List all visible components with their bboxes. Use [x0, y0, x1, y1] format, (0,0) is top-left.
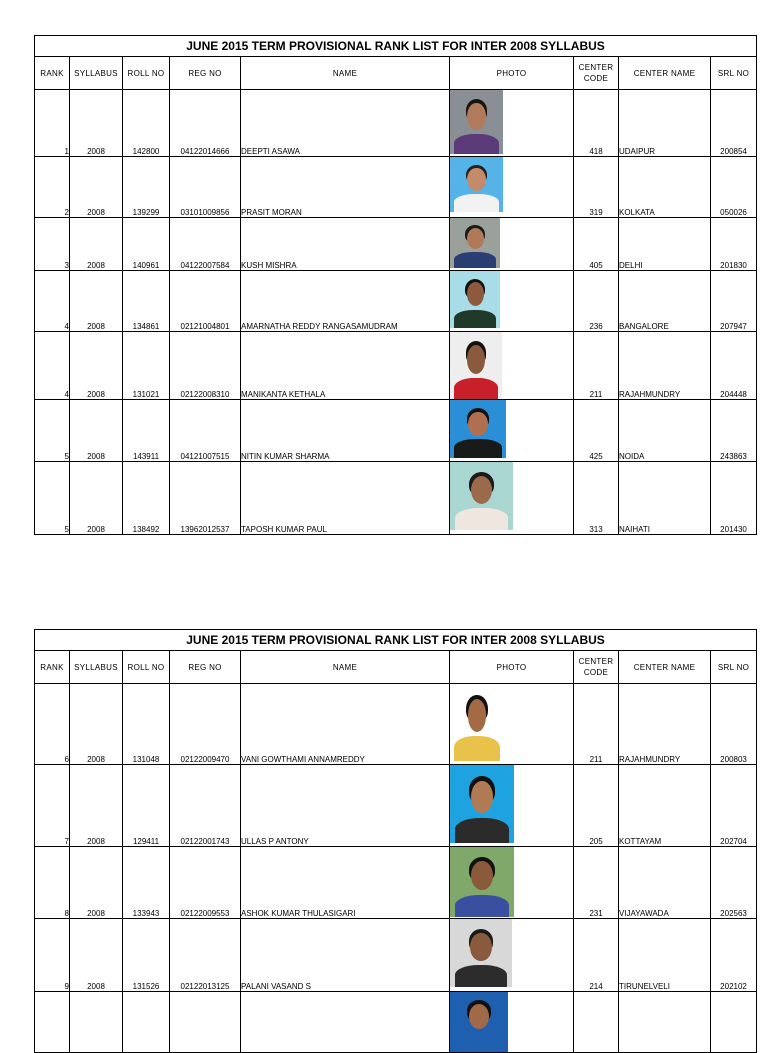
header-rank: RANK: [35, 651, 70, 684]
reg-no-cell: [170, 992, 241, 1053]
roll-no-cell: 140961: [123, 218, 170, 271]
center-code-cell: 418: [574, 90, 619, 157]
rank-cell: 1: [35, 90, 70, 157]
photo-cell: [450, 157, 574, 218]
syllabus-cell: [70, 992, 123, 1053]
header-center-code: CENTER CODE: [574, 57, 619, 90]
photo-cell: [450, 684, 574, 765]
srl-no-cell: 201430: [711, 462, 757, 535]
rank-cell: 8: [35, 847, 70, 919]
roll-no-cell: 131526: [123, 919, 170, 992]
center-name-cell: [619, 992, 711, 1053]
syllabus-cell: 2008: [70, 332, 123, 400]
syllabus-cell: 2008: [70, 90, 123, 157]
center-name-cell: NAIHATI: [619, 462, 711, 535]
table-title: JUNE 2015 TERM PROVISIONAL RANK LIST FOR INTER 2008 SYLLABUS: [35, 36, 757, 57]
center-name-cell: NOIDA: [619, 400, 711, 462]
center-code-cell: 319: [574, 157, 619, 218]
header-rank: RANK: [35, 57, 70, 90]
name-cell: DEEPTI ASAWA: [241, 90, 450, 157]
roll-no-cell: 138492: [123, 462, 170, 535]
srl-no-cell: 204448: [711, 332, 757, 400]
photo-cell: [450, 462, 574, 535]
center-name-cell: DELHI: [619, 218, 711, 271]
center-code-cell: 214: [574, 919, 619, 992]
center-name-cell: RAJAHMUNDRY: [619, 684, 711, 765]
header-name: NAME: [241, 651, 450, 684]
center-code-cell: 313: [574, 462, 619, 535]
center-code-cell: 236: [574, 271, 619, 332]
header-center-name: CENTER NAME: [619, 57, 711, 90]
roll-no-cell: 139299: [123, 157, 170, 218]
name-cell: ASHOK KUMAR THULASIGARI: [241, 847, 450, 919]
name-cell: MANIKANTA KETHALA: [241, 332, 450, 400]
syllabus-cell: 2008: [70, 157, 123, 218]
srl-no-cell: 050026: [711, 157, 757, 218]
header-center-code: CENTER CODE: [574, 651, 619, 684]
rank-cell: 3: [35, 218, 70, 271]
name-cell: TAPOSH KUMAR PAUL: [241, 462, 450, 535]
rank-cell: 7: [35, 765, 70, 847]
name-cell: PALANI VASAND S: [241, 919, 450, 992]
header-roll-no: ROLL NO: [123, 651, 170, 684]
table-row: [35, 462, 757, 535]
reg-no-cell: 03101009856: [170, 157, 241, 218]
reg-no-cell: 02122009553: [170, 847, 241, 919]
student-photo: [450, 847, 514, 917]
srl-no-cell: 200803: [711, 684, 757, 765]
student-photo: [450, 90, 503, 154]
srl-no-cell: [711, 992, 757, 1053]
center-name-cell: VIJAYAWADA: [619, 847, 711, 919]
photo-cell: [450, 992, 574, 1053]
center-code-cell: 211: [574, 684, 619, 765]
reg-no-cell: 02121004801: [170, 271, 241, 332]
header-name: NAME: [241, 57, 450, 90]
syllabus-cell: 2008: [70, 847, 123, 919]
rank-cell: 4: [35, 332, 70, 400]
photo-cell: [450, 218, 574, 271]
table-row: [35, 919, 757, 992]
center-code-cell: 211: [574, 332, 619, 400]
table-row: [35, 271, 757, 332]
photo-cell: [450, 765, 574, 847]
rank-cell: 6: [35, 684, 70, 765]
header-syllabus: SYLLABUS: [70, 57, 123, 90]
name-cell: [241, 992, 450, 1053]
photo-cell: [450, 919, 574, 992]
roll-no-cell: [123, 992, 170, 1053]
table-row: [35, 400, 757, 462]
header-reg-no: REG NO: [170, 651, 241, 684]
center-name-cell: TIRUNELVELI: [619, 919, 711, 992]
rank-cell: 5: [35, 462, 70, 535]
center-code-cell: 425: [574, 400, 619, 462]
reg-no-cell: 04121007515: [170, 400, 241, 462]
photo-cell: [450, 400, 574, 462]
table-row: [35, 847, 757, 919]
header-srl-no: SRL NO: [711, 651, 757, 684]
header-photo: PHOTO: [450, 57, 574, 90]
table-title: JUNE 2015 TERM PROVISIONAL RANK LIST FOR INTER 2008 SYLLABUS: [35, 630, 757, 651]
center-name-cell: UDAIPUR: [619, 90, 711, 157]
photo-cell: [450, 271, 574, 332]
student-photo: [450, 919, 512, 987]
photo-cell: [450, 847, 574, 919]
roll-no-cell: 142800: [123, 90, 170, 157]
roll-no-cell: 133943: [123, 847, 170, 919]
rank-cell: 4: [35, 271, 70, 332]
header-roll-no: ROLL NO: [123, 57, 170, 90]
roll-no-cell: 129411: [123, 765, 170, 847]
syllabus-cell: 2008: [70, 218, 123, 271]
header-photo: PHOTO: [450, 651, 574, 684]
name-cell: VANI GOWTHAMI ANNAMREDDY: [241, 684, 450, 765]
student-photo: [450, 157, 503, 212]
center-name-cell: KOLKATA: [619, 157, 711, 218]
table-row: [35, 90, 757, 157]
name-cell: AMARNATHA REDDY RANGASAMUDRAM: [241, 271, 450, 332]
center-name-cell: BANGALORE: [619, 271, 711, 332]
roll-no-cell: 143911: [123, 400, 170, 462]
photo-cell: [450, 90, 574, 157]
header-syllabus: SYLLABUS: [70, 651, 123, 684]
student-photo: [450, 684, 504, 761]
table-row: [35, 157, 757, 218]
photo-cell: [450, 332, 574, 400]
table-row: [35, 218, 757, 271]
name-cell: PRASIT MORAN: [241, 157, 450, 218]
rank-table-1: [34, 35, 757, 535]
table-row: [35, 684, 757, 765]
srl-no-cell: 201830: [711, 218, 757, 271]
header-center-name: CENTER NAME: [619, 651, 711, 684]
student-photo: [450, 400, 506, 458]
srl-no-cell: 207947: [711, 271, 757, 332]
student-photo: [450, 332, 502, 399]
name-cell: ULLAS P ANTONY: [241, 765, 450, 847]
name-cell: KUSH MISHRA: [241, 218, 450, 271]
student-photo: [450, 218, 500, 268]
center-code-cell: 405: [574, 218, 619, 271]
reg-no-cell: 02122013125: [170, 919, 241, 992]
rank-cell: 2: [35, 157, 70, 218]
roll-no-cell: 131048: [123, 684, 170, 765]
syllabus-cell: 2008: [70, 271, 123, 332]
rank-cell: 9: [35, 919, 70, 992]
center-code-cell: [574, 992, 619, 1053]
name-cell: NITIN KUMAR SHARMA: [241, 400, 450, 462]
reg-no-cell: 04122014666: [170, 90, 241, 157]
reg-no-cell: 02122009470: [170, 684, 241, 765]
reg-no-cell: 02122008310: [170, 332, 241, 400]
reg-no-cell: 04122007584: [170, 218, 241, 271]
center-name-cell: RAJAHMUNDRY: [619, 332, 711, 400]
student-photo: [450, 765, 514, 843]
center-name-cell: KOTTAYAM: [619, 765, 711, 847]
center-code-cell: 205: [574, 765, 619, 847]
student-photo: [450, 992, 508, 1052]
reg-no-cell: 02122001743: [170, 765, 241, 847]
roll-no-cell: 134861: [123, 271, 170, 332]
reg-no-cell: 13962012537: [170, 462, 241, 535]
table-row: [35, 332, 757, 400]
rank-cell: 5: [35, 400, 70, 462]
student-photo: [450, 462, 513, 530]
srl-no-cell: 202704: [711, 765, 757, 847]
syllabus-cell: 2008: [70, 919, 123, 992]
center-code-cell: 231: [574, 847, 619, 919]
syllabus-cell: 2008: [70, 765, 123, 847]
rank-cell: [35, 992, 70, 1053]
header-reg-no: REG NO: [170, 57, 241, 90]
srl-no-cell: 200854: [711, 90, 757, 157]
table-row: [35, 765, 757, 847]
roll-no-cell: 131021: [123, 332, 170, 400]
student-photo: [450, 271, 500, 328]
table-row: [35, 992, 757, 1053]
srl-no-cell: 243863: [711, 400, 757, 462]
srl-no-cell: 202102: [711, 919, 757, 992]
syllabus-cell: 2008: [70, 684, 123, 765]
srl-no-cell: 202563: [711, 847, 757, 919]
header-srl-no: SRL NO: [711, 57, 757, 90]
syllabus-cell: 2008: [70, 462, 123, 535]
rank-table-2: [34, 629, 757, 1053]
syllabus-cell: 2008: [70, 400, 123, 462]
